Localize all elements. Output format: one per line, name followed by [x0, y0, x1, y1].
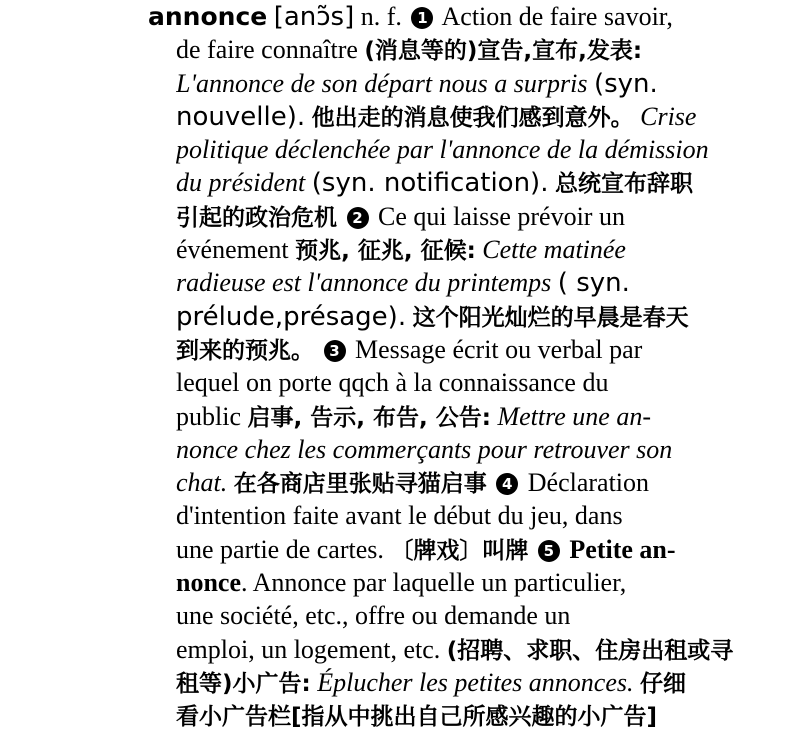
entry-line-18 — [176, 566, 780, 599]
entry-line-19 — [176, 599, 780, 632]
entry-line-15 — [176, 466, 780, 499]
entry-line-10 — [176, 300, 780, 333]
example-text: du président — [176, 168, 306, 198]
definition-text: événement — [176, 235, 289, 265]
entry-line-20 — [176, 633, 780, 666]
chinese-translation: (招聘、求职、住房出租或寻 — [446, 637, 734, 664]
sense-number-5: 5 — [538, 540, 560, 562]
definition-text: emploi, un logement, etc. — [176, 634, 441, 664]
definition-text: Déclaration — [527, 468, 650, 498]
example-text: Cette matinée — [482, 235, 626, 265]
chinese-translation: 看小广告栏[指从中挑出自己所感兴趣的小广告] — [176, 704, 658, 731]
entry-line-21 — [176, 666, 780, 699]
chinese-translation: 引起的政治危机 — [176, 204, 337, 231]
entry-line-2 — [176, 33, 780, 66]
definition-text: Message écrit ou verbal par — [355, 334, 643, 364]
synonym-note: (syn. notification). — [311, 168, 549, 199]
entry-line-9 — [176, 266, 780, 299]
chinese-translation: 总统宣布辞职 — [554, 171, 693, 198]
definition-text: lequel on porte qqch à la connaissance du — [176, 368, 609, 398]
headword: annonce — [148, 2, 268, 31]
subentry-headword: nonce — [176, 568, 241, 598]
entry-line-4 — [176, 100, 780, 133]
synonym-note: nouvelle). — [176, 101, 306, 132]
chinese-translation: 仔细 — [639, 670, 686, 697]
definition-text: une société, etc., offre ou demande un — [176, 601, 571, 631]
definition-text: Action de faire savoir, — [441, 2, 673, 31]
synonym-note: ( syn. — [557, 268, 630, 299]
chinese-translation: 租等)小广告: — [176, 670, 311, 697]
entry-line-6 — [176, 166, 780, 199]
example-text: Éplucher les petites annonces. — [317, 667, 634, 697]
entry-line-14 — [176, 433, 780, 466]
definition-text: . Annonce par laquelle un particulier, — [241, 568, 627, 598]
entry-line-16 — [176, 499, 780, 532]
definition-text: une partie de cartes. — [176, 534, 384, 564]
dictionary-entry — [148, 0, 780, 733]
chinese-translation: 他出走的消息使我们感到意外。 — [311, 104, 634, 131]
chinese-translation: 到来的预兆。 — [176, 337, 314, 364]
example-text: Crise — [640, 101, 697, 131]
entry-line-8 — [176, 233, 780, 266]
entry-line-13 — [176, 400, 780, 433]
synonym-note: (syn. — [593, 68, 658, 99]
synonym-note: prélude,présage). — [176, 301, 407, 332]
definition-text: Ce qui laisse prévoir un — [378, 201, 625, 231]
part-of-speech: n. f. — [360, 2, 402, 31]
example-text: chat. — [176, 468, 228, 498]
chinese-translation: 在各商店里张贴寻猫启事 — [233, 471, 487, 498]
sense-number-2: 2 — [347, 207, 369, 229]
entry-line-11 — [176, 333, 780, 366]
entry-line-22 — [176, 699, 780, 732]
example-text: nonce chez les commerçants pour retrouver son — [176, 434, 673, 464]
chinese-translation: 启事, 告示, 布告, 公告: — [247, 404, 491, 431]
definition-text: de faire connaître — [176, 35, 358, 65]
entry-line-12 — [176, 366, 780, 399]
example-text: radieuse est l'annonce du printemps — [176, 268, 552, 298]
sense-number-4: 4 — [496, 473, 518, 495]
entry-line-17 — [176, 533, 780, 566]
chinese-translation: 这个阳光灿烂的早晨是春天 — [412, 304, 689, 331]
definition-text: d'intention faite avant le début du jeu, dans — [176, 501, 623, 531]
entry-line-5 — [176, 133, 780, 166]
definition-text: public — [176, 401, 241, 431]
entry-line-3 — [176, 67, 780, 100]
chinese-translation: 预兆, 征兆, 征候: — [295, 238, 476, 265]
chinese-translation: 〔牌戏〕叫牌 — [390, 537, 529, 564]
example-text: L'annonce de son départ nous a surpris — [176, 68, 588, 98]
entry-line-1 — [148, 0, 780, 33]
sense-number-3: 3 — [324, 340, 346, 362]
chinese-translation: (消息等的)宣告,宣布,发表: — [364, 38, 643, 65]
entry-line-7 — [176, 200, 780, 233]
pronunciation: [anɔ̃s] — [273, 2, 355, 32]
example-text: politique déclenchée par l'annonce de la démission — [176, 135, 709, 165]
example-text: Mettre une an- — [497, 401, 651, 431]
sense-number-1: 1 — [411, 7, 433, 29]
subentry-headword: Petite an- — [569, 534, 676, 564]
